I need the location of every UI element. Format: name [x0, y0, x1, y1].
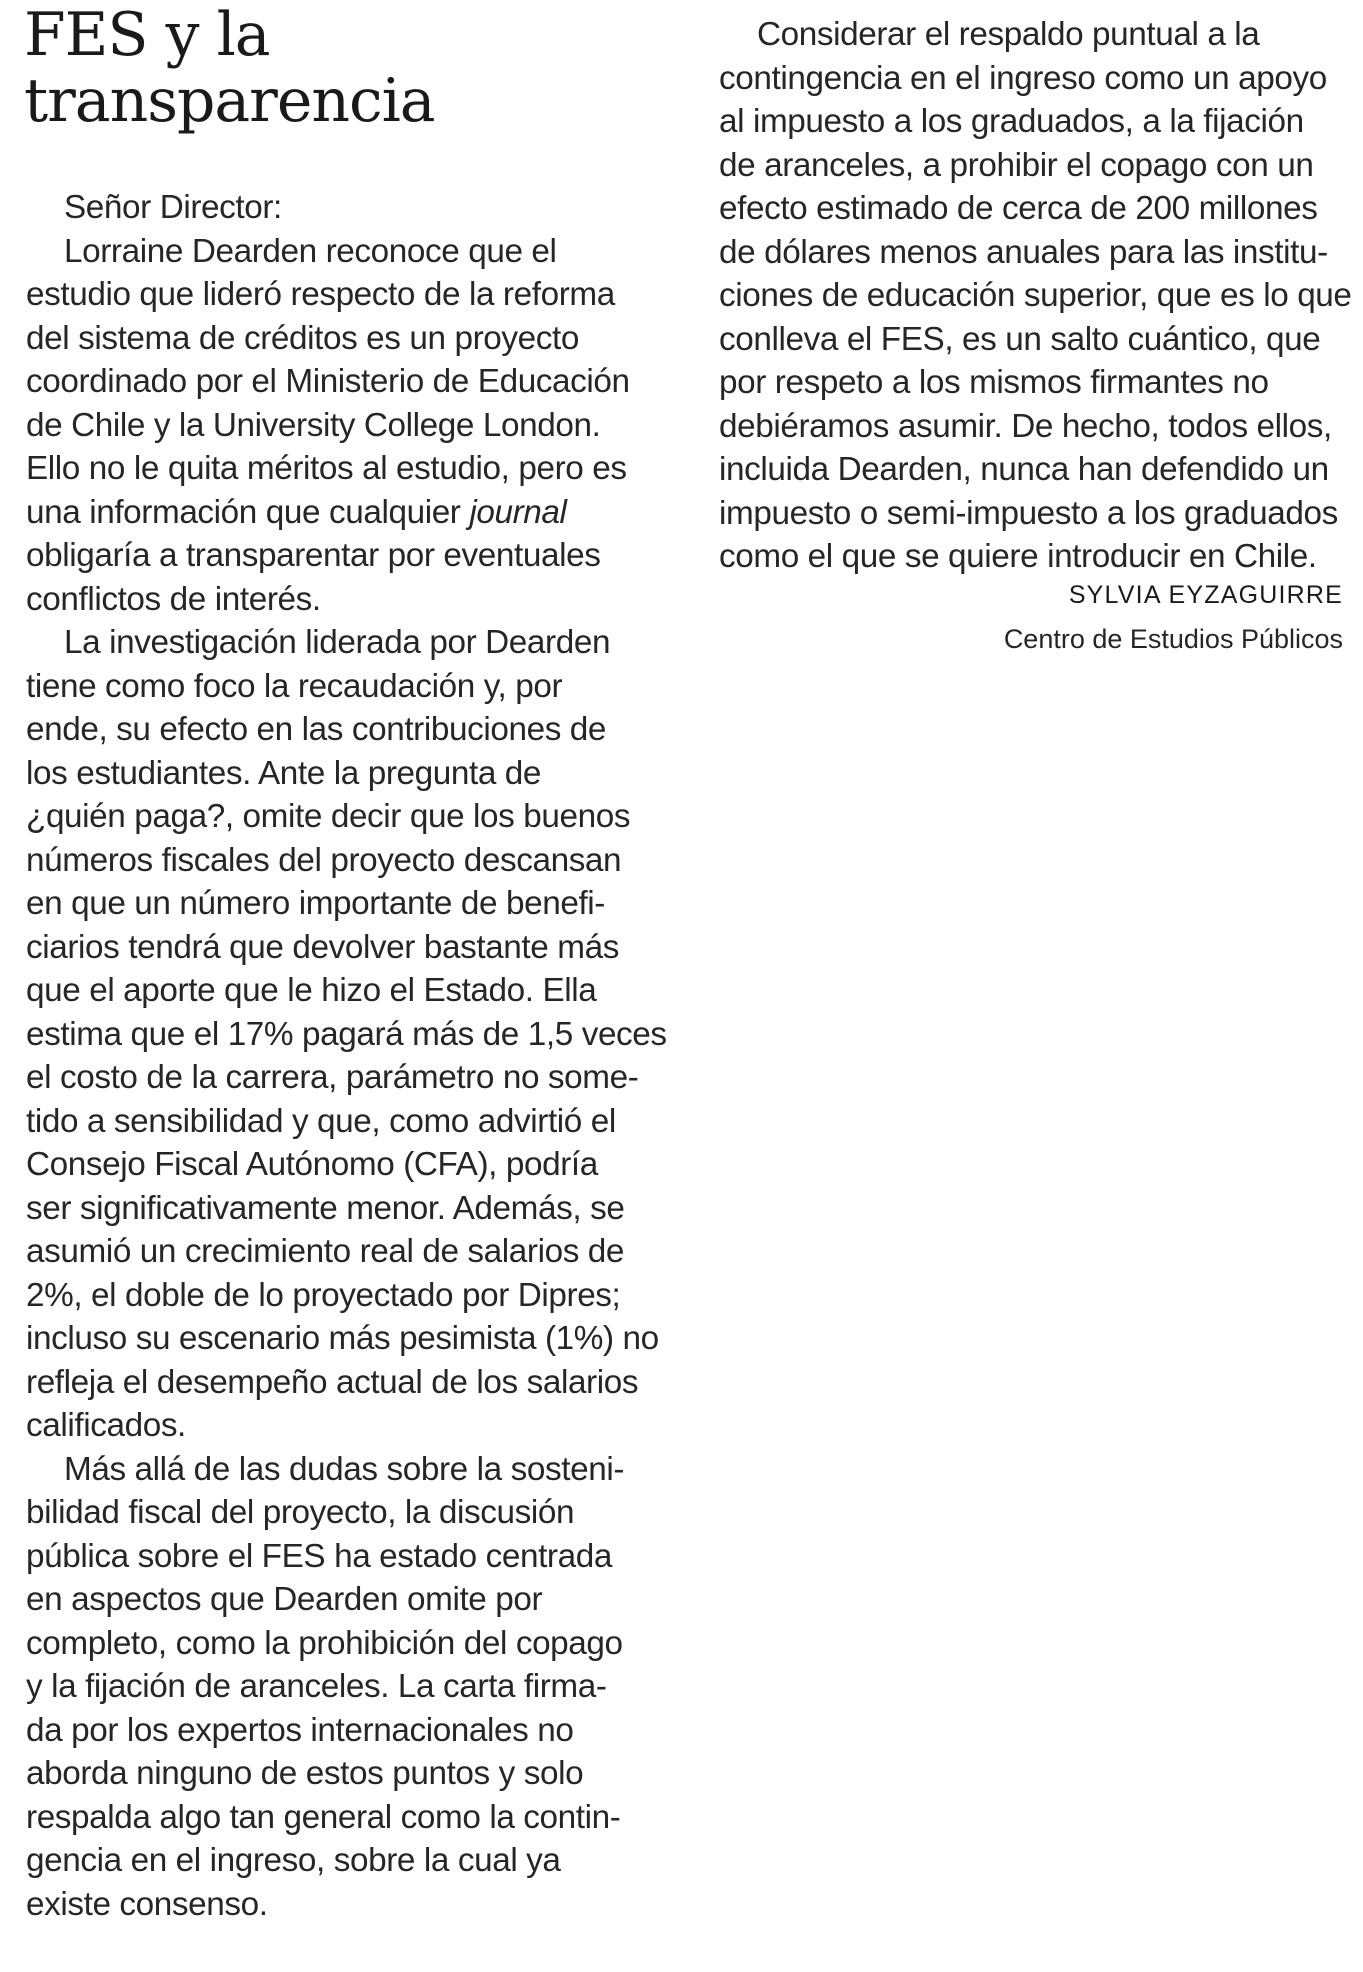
paragraph-1: [26, 230, 662, 622]
text-line: Lorraine Dearden reconoce que el: [64, 232, 557, 270]
text-line: obligaría a transparentar por eventuales: [26, 537, 601, 574]
signature-name: SYLVIA EYZAGUIRRE: [1068, 581, 1343, 609]
text-line: contingencia en el ingreso como un apoyo: [719, 59, 1327, 97]
text-line: ciones de educación superior, que es lo que: [719, 277, 1352, 314]
text-line: del sistema de créditos es un proyecto: [26, 319, 579, 357]
text-line: existe consenso.: [26, 1885, 268, 1923]
text-line: en que un número importante de benefi-: [26, 885, 605, 922]
text-line: pública sobre el FES ha estado centrada: [26, 1537, 612, 1575]
text-line: números fiscales del proyecto descansan: [26, 841, 622, 879]
text-line: por respeto a los mismos firmantes no: [719, 364, 1269, 401]
title-line: transparencia: [24, 66, 435, 136]
text-line: Ello no le quita méritos al estudio, pero es: [26, 450, 627, 487]
text-line: el costo de la carrera, parámetro no some-: [26, 1059, 639, 1096]
letter-title: [24, 2, 664, 134]
text-line: Más allá de las dudas sobre la sosteni-: [64, 1450, 625, 1488]
salutation: Señor Director:: [64, 189, 282, 226]
text-line: conlleva el FES, es un salto cuántico, que: [719, 320, 1321, 358]
text-fragment: una información que cualquier: [26, 493, 470, 531]
signature-organization: Centro de Estudios Públicos: [1003, 624, 1343, 654]
text-line: ser significativamente menor. Además, se: [26, 1189, 625, 1227]
text-line: coordinado por el Ministerio de Educación: [26, 363, 630, 400]
text-line: de aranceles, a prohibir el copago con un: [719, 146, 1314, 184]
text-line: tido a sensibilidad y que, como advirtió el: [26, 1102, 616, 1140]
text-line: en aspectos que Dearden omite por: [26, 1581, 543, 1618]
paragraph-3: [26, 1448, 662, 1927]
text-line: ciarios tendrá que devolver bastante más: [26, 928, 619, 966]
paragraph-2: [26, 621, 667, 1448]
right-column: [719, 13, 1352, 579]
text-line: Consejo Fiscal Autónomo (CFA), podría: [26, 1146, 598, 1183]
text-line: respalda algo tan general como la contin-: [26, 1798, 621, 1836]
italic-word: journal: [469, 493, 567, 531]
text-line: completo, como la prohibición del copago: [26, 1624, 623, 1662]
text-line: debiéramos asumir. De hecho, todos ellos,: [719, 407, 1332, 445]
text-line: refleja el desempeño actual de los salarios: [26, 1363, 639, 1401]
text-line: y la fijación de aranceles. La carta firma-: [26, 1668, 607, 1705]
text-line: da por los expertos internacionales no: [26, 1711, 574, 1749]
text-line: Considerar el respaldo puntual a la: [757, 16, 1260, 53]
text-line: conflictos de interés.: [26, 580, 321, 618]
text-line: de dólares menos anuales para las institu-: [719, 233, 1328, 271]
text-line: incluida Dearden, nunca han defendido un: [719, 451, 1329, 488]
text-line: que el aporte que le hizo el Estado. Ella: [26, 972, 597, 1009]
text-line: La investigación liderada por Dearden: [64, 624, 611, 661]
text-line: aborda ninguno de estos puntos y solo: [26, 1755, 584, 1792]
text-line: efecto estimado de cerca de 200 millones: [719, 190, 1318, 227]
text-line: incluso su escenario más pesimista (1%) no: [26, 1320, 659, 1357]
text-line: calificados.: [26, 1407, 186, 1444]
paragraph-4: [719, 13, 1352, 579]
text-line: ende, su efecto en las contribuciones de: [26, 711, 607, 748]
text-line: como el que se quiere introducir en Chile.: [719, 538, 1317, 575]
text-line: 2%, el doble de lo proyectado por Dipres;: [26, 1276, 621, 1314]
title-line: FES y la: [24, 0, 270, 70]
text-line: gencia en el ingreso, sobre la cual ya: [26, 1842, 561, 1879]
text-line: asumió un crecimiento real de salarios de: [26, 1233, 625, 1270]
left-column: [26, 186, 667, 1926]
text-line: estudio que lideró respecto de la reforma: [26, 276, 615, 313]
text-line: estima que el 17% pagará más de 1,5 veces: [26, 1015, 667, 1053]
text-line: ¿quién paga?, omite decir que los buenos: [26, 798, 631, 835]
text-line: tiene como foco la recaudación y, por: [26, 667, 563, 705]
text-line: [26, 491, 662, 535]
text-line: los estudiantes. Ante la pregunta de: [26, 754, 542, 792]
text-line: de Chile y la University College London.: [26, 406, 601, 444]
text-line: bilidad fiscal del proyecto, la discusión: [26, 1494, 575, 1531]
text-line: al impuesto a los graduados, a la fijación: [719, 103, 1304, 140]
text-line: impuesto o semi-impuesto a los graduados: [719, 494, 1338, 532]
